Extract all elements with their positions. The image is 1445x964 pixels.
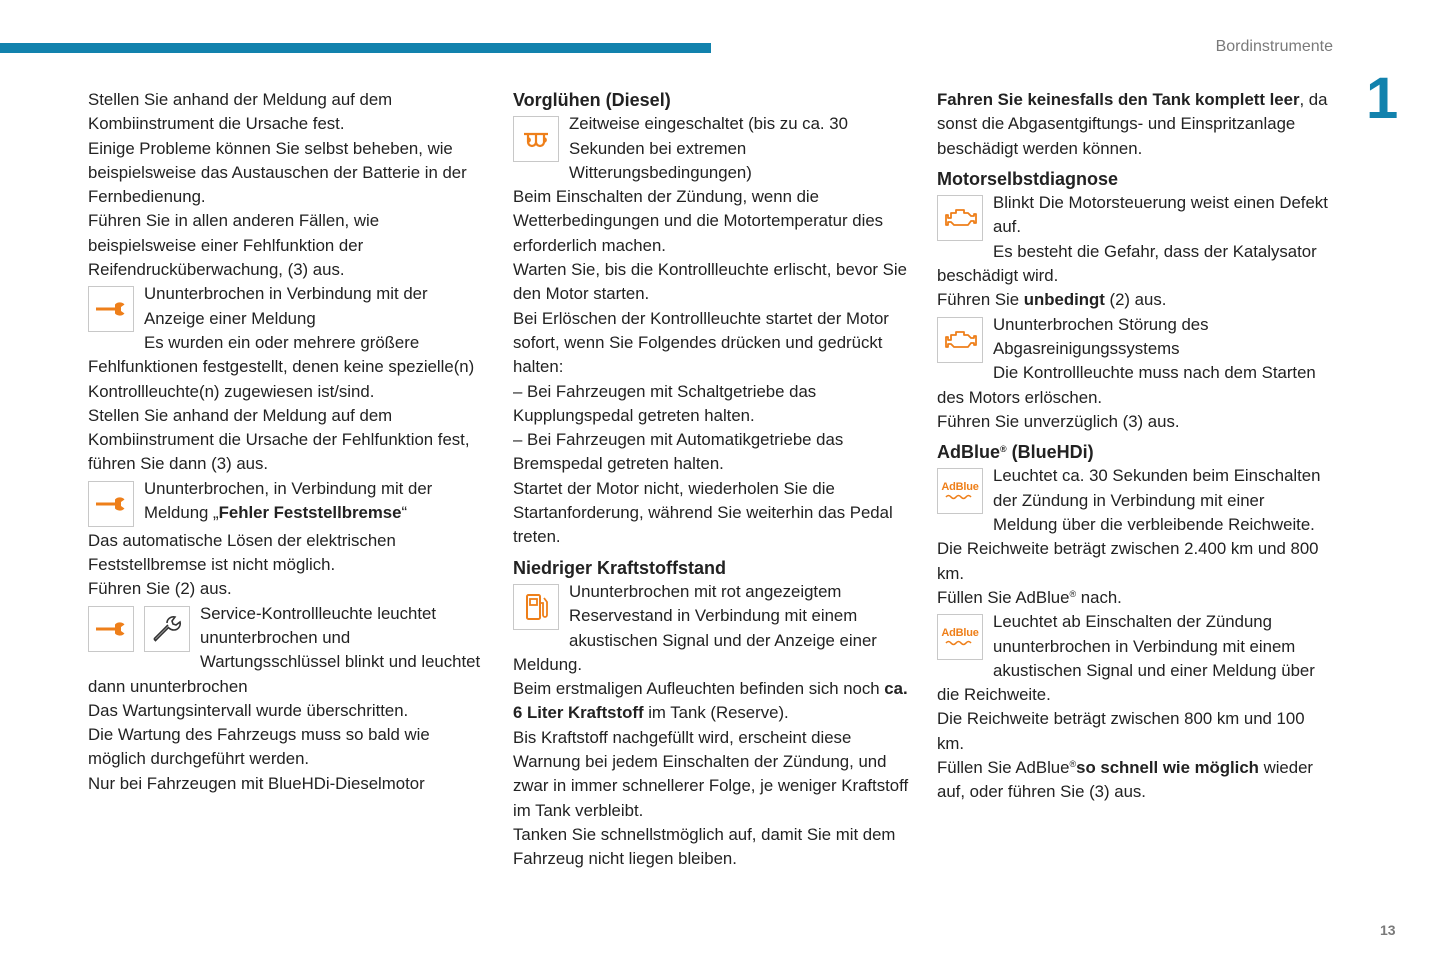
service-wrench-warning-icon [88,481,134,527]
paragraph: Es wurden ein oder mehrere größere Fehlfunktionen festgestellt, denen keine spezielle(n) Kontrollleuchte(n) zugewiesen ist/sind. [88,332,475,401]
maintenance-spanner-icon [144,606,190,652]
paragraph: Die Reichweite beträgt zwischen 800 km und 100 km. [937,709,1305,753]
paragraph: Die Kontrollleuchte muss nach dem Starten des Motors erlöschen. [937,363,1316,407]
paragraph: Es besteht die Gefahr, dass der Katalysator beschädigt wird. [937,241,1317,286]
fuel-pump-icon [513,584,559,630]
heading-adblue: AdBlue® (BlueHDi) [937,442,1094,463]
paragraph: Führen Sie (2) aus. [88,579,232,599]
paragraph: Die Reichweite beträgt zwischen 2.400 km und 800 km. [937,539,1319,583]
top-accent-bar [0,43,711,53]
adblue-icon-label: AdBlue [941,627,979,640]
paragraph: Das automatische Lösen der elektrischen Feststellbremse ist nicht möglich. [88,530,396,575]
heading-low-fuel: Niedriger Kraftstoffstand [513,557,727,578]
column-3 [937,88,1332,805]
indicator-description: Ununterbrochen Störung des Abgasreinigungssystems [993,314,1209,358]
indicator-description: Ununterbrochen in Verbindung mit der Anzeige einer Meldung [144,284,428,328]
paragraph: Füllen Sie AdBlue® nach. [937,587,1122,607]
paragraph: Beim Einschalten der Zündung, wenn die Wetterbedingungen und die Motortemperatur dies erforderlich machen. [513,187,884,255]
paragraph: Fahren Sie keinesfalls den Tank komplett leer, da sonst die Abgasentgiftungs- und Einspritzanlage beschädigt werden können. [937,90,1328,158]
paragraph: Warten Sie, bis die Kontrollleuchte erlischt, bevor Sie den Motor starten. [513,260,907,304]
paragraph: Führen Sie in allen anderen Fällen, wie beispielsweise einer Fehlfunktion der Reifendrucküberwachung, (3) aus. [88,211,380,280]
section-title: Bordinstrumente [1215,38,1333,55]
paragraph: Das Wartungsintervall wurde überschritten. [88,700,409,720]
paragraph: Tanken Sie schnellstmöglich auf, damit Sie mit dem Fahrzeug nicht liegen bleiben. [513,824,896,869]
indicator-description: Service-Kontrollleuchte leuchtet ununterbrochen und Wartungsschlüssel blinkt und leuchtet dann ununterbrochen [88,603,481,696]
preheating-coil-icon [513,116,559,162]
list-item: – Bei Fahrzeugen mit Automatikgetriebe das Bremspedal getreten halten. [513,430,844,474]
column-2 [513,88,911,872]
paragraph: Führen Sie unverzüglich (3) aus. [937,411,1180,431]
indicator-description: Leuchtet ab Einschalten der Zündung ununterbrochen in Verbindung mit einem akustischen Signal und einer Meldung über die Reichweite. [937,612,1315,705]
paragraph: Stellen Sie anhand der Meldung auf dem Kombiinstrument die Ursache der Fehlfunktion fest, führen Sie dann (3) aus. [88,405,470,474]
indicator-description: Ununterbrochen mit rot angezeigtem Reservestand in Verbindung mit einem akustischen Signal und der Anzeige einer Meldung. [513,581,877,674]
list-item: – Bei Fahrzeugen mit Schaltgetriebe das Kupplungspedal getreten halten. [513,381,817,425]
engine-check-icon [937,317,983,363]
adblue-icon [937,614,983,660]
paragraph: Beim erstmaligen Aufleuchten befinden sich noch ca. 6 Liter Kraftstoff im Tank (Reserve). [513,679,908,723]
heading-engine-diagnosis: Motorselbstdiagnose [937,168,1119,189]
paragraph: Bei Erlöschen der Kontrollleuchte startet der Motor sofort, wenn Sie Folgendes drücken und gedrückt halten: [513,308,889,377]
column-1 [88,88,490,796]
indicator-description: Ununterbrochen, in Verbindung mit der Meldung „Fehler Feststellbremse“ [144,478,433,523]
adblue-icon [937,468,983,514]
indicator-description: Zeitweise eingeschaltet (bis zu ca. 30 Sekunden bei extremen Witterungsbedingungen) [569,114,848,182]
indicator-description: Leuchtet ca. 30 Sekunden beim Einschalten der Zündung in Verbindung mit einer Meldung über die verbleibende Reichweite. [993,466,1321,535]
paragraph: Die Wartung des Fahrzeugs muss so bald wie möglich durchgeführt werden. [88,725,430,769]
engine-check-icon [937,195,983,241]
adblue-icon-label: AdBlue [941,481,979,494]
chapter-number: 1 [1366,66,1399,131]
paragraph: Füllen Sie AdBlue®so schnell wie möglich wieder auf, oder führen Sie (3) aus. [937,758,1314,802]
heading-preheating: Vorglühen (Diesel) [513,90,671,110]
paragraph: Stellen Sie anhand der Meldung auf dem Kombiinstrument die Ursache fest. [88,90,393,134]
paragraph: Führen Sie unbedingt (2) aus. [937,290,1167,310]
paragraph: Nur bei Fahrzeugen mit BlueHDi-Dieselmotor [88,773,425,793]
service-wrench-warning-icon [88,606,134,652]
paragraph: Bis Kraftstoff nachgefüllt wird, erscheint diese Warnung bei jedem Einschalten der Zündung, und zwar in immer schnellerer Folge, je weniger Kraftstoff im Tank verbleibt. [513,727,909,820]
paragraph: Einige Probleme können Sie selbst beheben, wie beispielsweise das Austauschen der Batterie in der Fernbedienung. [88,138,467,207]
indicator-description: Blinkt Die Motorsteuerung weist einen Defekt auf. [993,193,1328,237]
paragraph: Startet der Motor nicht, wiederholen Sie die Startanforderung, während Sie weiterhin das Pedal treten. [513,478,893,547]
page-number: 13 [1380,922,1396,938]
service-wrench-warning-icon [88,286,134,332]
